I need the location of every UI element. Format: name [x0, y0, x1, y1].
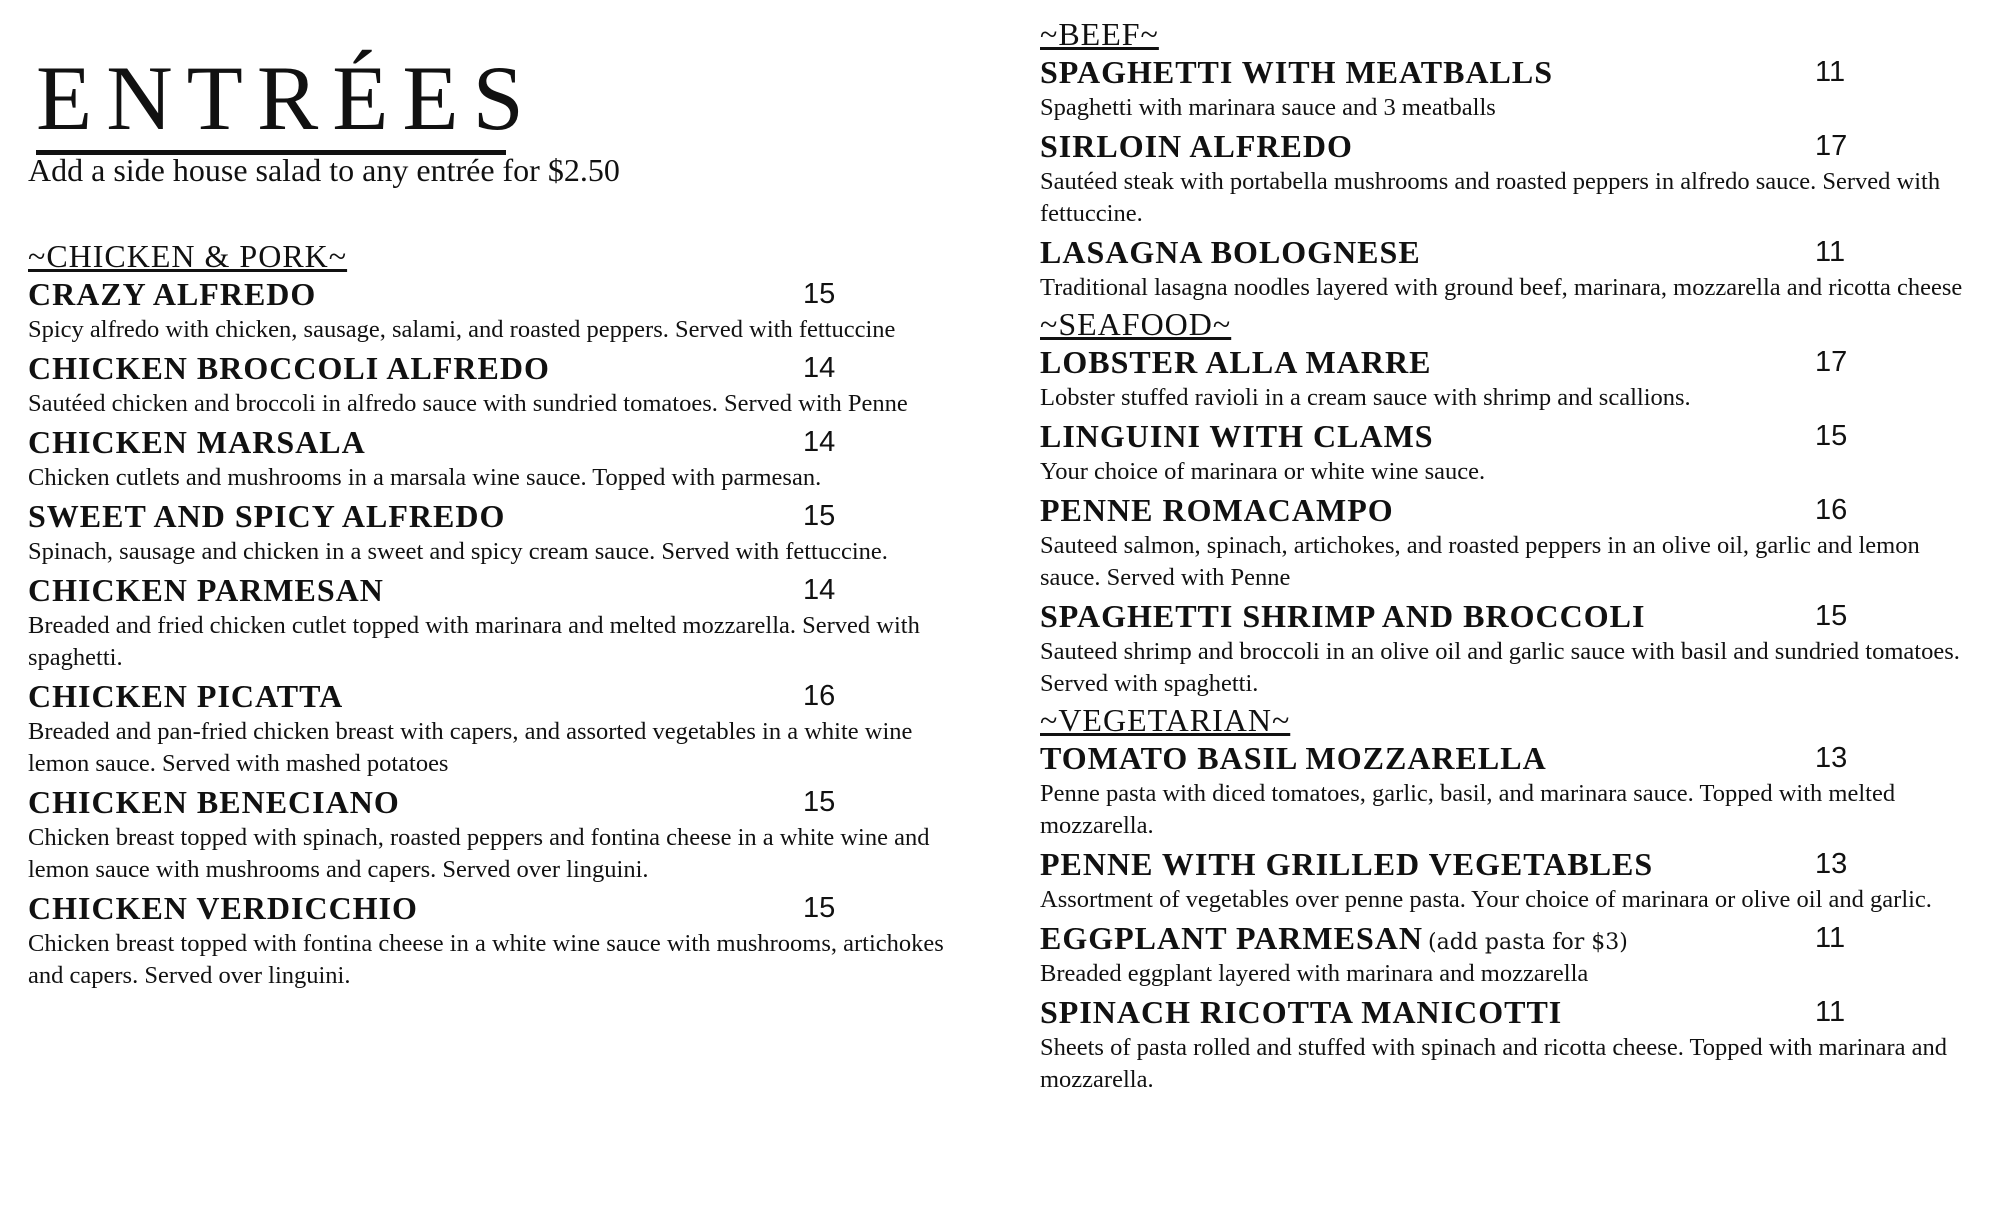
menu-item — [1040, 342, 1970, 414]
menu-item — [1040, 490, 1970, 594]
menu-item-price: 15 — [803, 892, 836, 924]
menu-item-name: CHICKEN VERDICCHIO — [28, 890, 418, 926]
menu-item-name: SPAGHETTI SHRIMP AND BROCCOLI — [1040, 598, 1646, 634]
menu-item — [1040, 232, 1970, 304]
menu-item-header — [1040, 844, 1970, 884]
menu-item-price: 14 — [803, 574, 836, 606]
menu-item-name: LASAGNA BOLOGNESE — [1040, 234, 1421, 270]
menu-item-header — [28, 782, 958, 822]
section-vegetarian — [1040, 702, 1970, 1096]
menu-item — [28, 570, 958, 674]
menu-item-description: Breaded and fried chicken cutlet topped with marinara and melted mozzarella. Served with spaghetti. — [28, 612, 920, 671]
menu-item — [1040, 126, 1970, 230]
menu-item-description: Traditional lasagna noodles layered with ground beef, marinara, mozzarella and ricotta cheese — [1040, 274, 1963, 301]
menu-item-description: Chicken breast topped with fontina cheese in a white wine sauce with mushrooms, artichokes and capers. Served over linguini. — [28, 930, 944, 989]
menu-item-name: PENNE WITH GRILLED VEGETABLES — [1040, 846, 1654, 882]
menu-item-description: Spinach, sausage and chicken in a sweet and spicy cream sauce. Served with fettuccine. — [28, 538, 888, 565]
menu-item-price: 15 — [803, 278, 836, 310]
menu-item — [1040, 52, 1970, 124]
menu-item-description: Sautéed chicken and broccoli in alfredo sauce with sundried tomatoes. Served with Penne — [28, 390, 908, 417]
menu-item-description: Chicken cutlets and mushrooms in a marsala wine sauce. Topped with parmesan. — [28, 464, 822, 491]
menu-item-name: CHICKEN BROCCOLI ALFREDO — [28, 350, 550, 386]
menu-item-description: Sauteed salmon, spinach, artichokes, and roasted peppers in an olive oil, garlic and lemon sauce. Served with Penne — [1040, 532, 1920, 591]
menu-item-price: 11 — [1815, 236, 1846, 268]
menu-item-description: Penne pasta with diced tomatoes, garlic, basil, and marinara sauce. Topped with melted mozzarella. — [1040, 780, 1896, 839]
menu-item-description: Chicken breast topped with spinach, roasted peppers and fontina cheese in a white wine and lemon sauce with mushrooms and capers. Served over linguini. — [28, 824, 930, 883]
menu-item — [28, 496, 958, 568]
menu-item-description: Breaded eggplant layered with marinara and mozzarella — [1040, 960, 1589, 987]
menu-item-price: 11 — [1815, 922, 1846, 954]
menu-item — [1040, 416, 1970, 488]
menu-item-price: 11 — [1815, 996, 1846, 1028]
menu-item-price: 16 — [1815, 494, 1848, 526]
menu-item-price: 11 — [1815, 56, 1846, 88]
menu-item-description: Sheets of pasta rolled and stuffed with spinach and ricotta cheese. Topped with marinara and mozzarella. — [1040, 1034, 1948, 1093]
menu-item-name: LINGUINI WITH CLAMS — [1040, 418, 1434, 454]
menu-item-header — [1040, 918, 1970, 958]
menu-item-name: LOBSTER ALLA MARRE — [1040, 344, 1432, 380]
menu-item-name: CHICKEN PICATTA — [28, 678, 344, 714]
menu-item-description: Sauteed shrimp and broccoli in an olive oil and garlic sauce with basil and sundried tomatoes. Served with spaghetti. — [1040, 638, 1960, 697]
menu-item — [28, 348, 958, 420]
menu-item — [1040, 596, 1970, 700]
menu-item — [1040, 918, 1970, 990]
menu-item-price: 15 — [1815, 420, 1848, 452]
menu-item-name: TOMATO BASIL MOZZARELLA — [1040, 740, 1547, 776]
menu-item-header — [1040, 596, 1970, 636]
menu-item-description: Spaghetti with marinara sauce and 3 meatballs — [1040, 94, 1496, 121]
menu-item-price: 17 — [1815, 130, 1848, 162]
section-chicken-pork — [28, 238, 958, 992]
menu-item-header — [1040, 490, 1970, 530]
menu-item-name: SWEET AND SPICY ALFREDO — [28, 498, 506, 534]
menu-item — [1040, 738, 1970, 842]
menu-item-description: Lobster stuffed ravioli in a cream sauce with shrimp and scallions. — [1040, 384, 1691, 411]
menu-item-header — [28, 676, 958, 716]
menu-item-header — [1040, 342, 1970, 382]
menu-item-price: 16 — [803, 680, 836, 712]
menu-item-name: CRAZY ALFREDO — [28, 276, 317, 312]
menu-item-description: Breaded and pan-fried chicken breast with capers, and assorted vegetables in a white wine lemon sauce. Served with mashed potatoes — [28, 718, 913, 777]
menu-item-description: Sautéed steak with portabella mushrooms and roasted peppers in alfredo sauce. Served with fettuccine. — [1040, 168, 1941, 227]
section-seafood — [1040, 306, 1970, 700]
menu-item-name: CHICKEN PARMESAN — [28, 572, 384, 608]
menu-item-header — [28, 888, 958, 928]
menu-item-header — [1040, 416, 1970, 456]
menu-item-name: SPAGHETTI WITH MEATBALLS — [1040, 54, 1554, 90]
menu-item-header — [1040, 992, 1970, 1032]
menu-item — [28, 888, 958, 992]
menu-item-price: 15 — [803, 500, 836, 532]
menu-item-description: Your choice of marinara or white wine sauce. — [1040, 458, 1486, 485]
menu-item-header — [28, 348, 958, 388]
menu-item-price: 17 — [1815, 346, 1848, 378]
menu-item-name: PENNE ROMACAMPO — [1040, 492, 1394, 528]
section-heading: ~SEAFOOD~ — [1040, 306, 1232, 342]
menu-item — [28, 782, 958, 886]
menu-item-description: Assortment of vegetables over penne pasta. Your choice of marinara or olive oil and garlic. — [1040, 886, 1932, 913]
menu-item-header — [28, 496, 958, 536]
section-beef — [1040, 16, 1970, 304]
menu-item — [28, 676, 958, 780]
menu-item-name: EGGPLANT PARMESAN — [1040, 920, 1423, 956]
menu-item — [28, 274, 958, 346]
page-title: ENTRÉES — [36, 52, 506, 155]
right-column — [1040, 16, 1970, 1098]
menu-item — [1040, 844, 1970, 916]
menu-item-price: 13 — [1815, 742, 1848, 774]
menu-item-price: 15 — [803, 786, 836, 818]
menu-item-price: 14 — [803, 426, 836, 458]
menu-item-header — [1040, 232, 1970, 272]
section-heading: ~CHICKEN & PORK~ — [28, 238, 348, 274]
menu-item-name: SPINACH RICOTTA MANICOTTI — [1040, 994, 1563, 1030]
menu-item-price: 14 — [803, 352, 836, 384]
menu-item-description: Spicy alfredo with chicken, sausage, salami, and roasted peppers. Served with fettuccine — [28, 316, 896, 343]
menu-item-header — [28, 274, 958, 314]
menu-item-name: SIRLOIN ALFREDO — [1040, 128, 1353, 164]
section-heading: ~VEGETARIAN~ — [1040, 702, 1291, 738]
menu-item-header — [1040, 52, 1970, 92]
menu-item-name: CHICKEN MARSALA — [28, 424, 366, 460]
menu-item-name: CHICKEN BENECIANO — [28, 784, 400, 820]
menu-item-header — [28, 570, 958, 610]
menu-item — [1040, 992, 1970, 1096]
left-column — [28, 238, 958, 994]
section-heading: ~BEEF~ — [1040, 16, 1159, 52]
menu-item-price: 15 — [1815, 600, 1848, 632]
menu-item-price: 13 — [1815, 848, 1848, 880]
menu-item-header — [28, 422, 958, 462]
menu-item-note: (add pasta for $3) — [1428, 930, 1628, 955]
menu-item-header — [1040, 126, 1970, 166]
menu-item — [28, 422, 958, 494]
page-subtitle: Add a side house salad to any entrée for $2.50 — [28, 152, 620, 188]
menu-item-header — [1040, 738, 1970, 778]
